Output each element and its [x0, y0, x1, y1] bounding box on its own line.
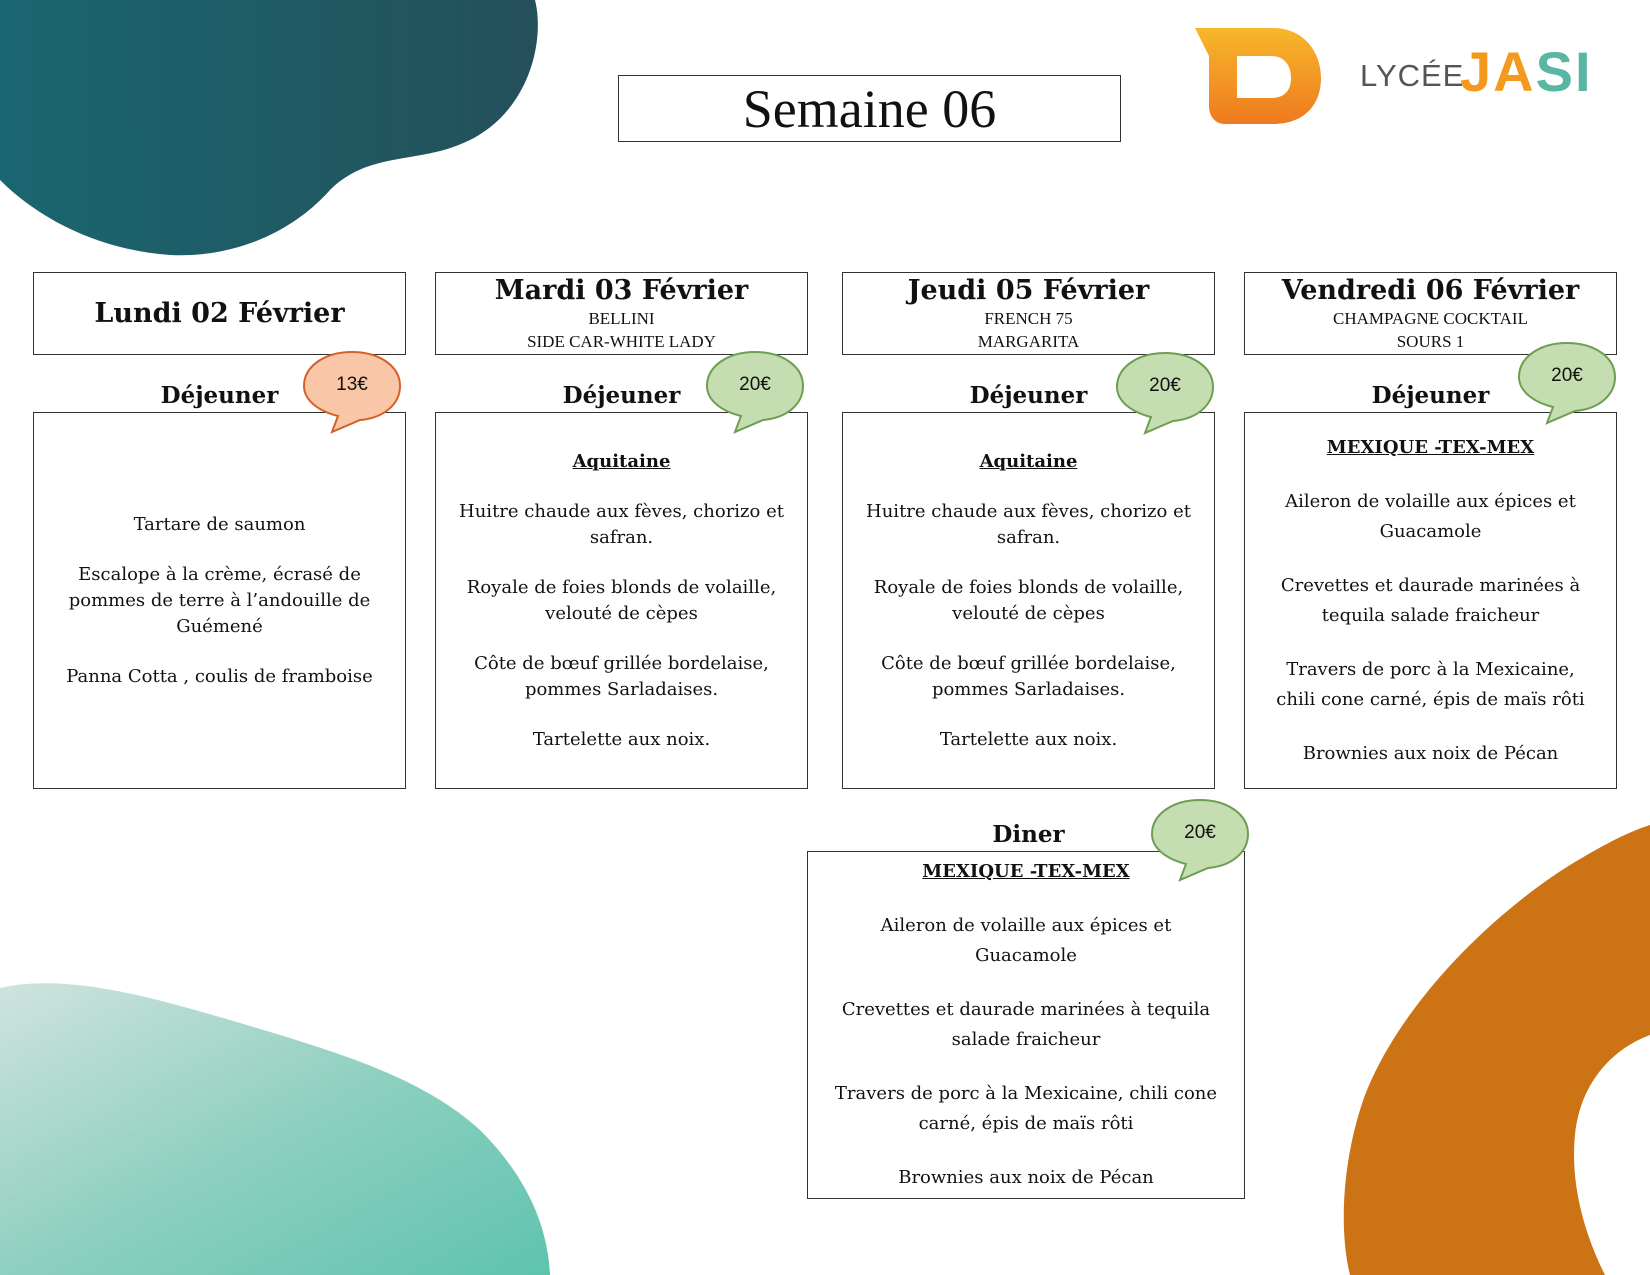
- logo-mark-icon: [1195, 26, 1325, 126]
- cocktail-1: CHAMPAGNE COCKTAIL: [1333, 308, 1528, 328]
- menu-item: Huitre chaude aux fèves, chorizo et safran.: [866, 500, 1191, 548]
- menu-item: Côte de bœuf grillée bordelaise, pommes Sarladaises.: [474, 652, 769, 700]
- teal-blob-bottom-left: [0, 980, 560, 1275]
- price-label: 20€: [739, 374, 771, 395]
- menu-item: Tartare de saumon: [133, 513, 306, 535]
- meal-label-dejeuner: Déjeuner: [1371, 382, 1490, 409]
- menu-item: Panna Cotta , coulis de framboise: [66, 665, 373, 687]
- day-header-lundi: [33, 272, 406, 355]
- price-bubble-vendredi: [1517, 341, 1627, 429]
- menu-item: Travers de porc à la Mexicaine, chili cone carné, épis de maïs rôti: [834, 1083, 1218, 1134]
- price-label: 20€: [1551, 365, 1583, 386]
- meal-label-diner: Diner: [992, 821, 1065, 848]
- menu-item: Brownies aux noix de Pécan: [898, 1167, 1154, 1188]
- logo-text-jasi-si: SI: [1535, 40, 1593, 103]
- menu-item: Travers de porc à la Mexicaine, chili cone carné, épis de maïs rôti: [1276, 658, 1585, 710]
- menu-item: Royale de foies blonds de volaille, velouté de cèpes: [873, 576, 1184, 624]
- logo-text-jasi: [1460, 39, 1593, 104]
- menu-item: Côte de bœuf grillée bordelaise, pommes Sarladaises.: [881, 652, 1176, 700]
- menu-item: Huitre chaude aux fèves, chorizo et safran.: [459, 500, 784, 548]
- menu-item: Crevettes et daurade marinées à tequila salade fraicheur: [1280, 574, 1581, 626]
- meal-label-dejeuner: Déjeuner: [969, 382, 1088, 409]
- menu-item: Tartelette aux noix.: [939, 728, 1118, 750]
- price-bubble-diner: [1150, 798, 1260, 886]
- menu-item: Aileron de volaille aux épices et Guacamole: [1285, 490, 1576, 542]
- day-name: Mardi 03 Février: [494, 274, 749, 306]
- menu-item: Escalope à la crème, écrasé de pommes de terre à l’andouille de Guémené: [68, 563, 371, 637]
- menu-item: Tartelette aux noix.: [532, 728, 711, 750]
- cocktail-2: MARGARITA: [977, 331, 1080, 351]
- menu-vendredi: [1244, 412, 1617, 789]
- price-label: 20€: [1184, 822, 1216, 843]
- day-name: Jeudi 05 Février: [907, 274, 1150, 306]
- meal-label-dejeuner: Déjeuner: [562, 382, 681, 409]
- day-name: Lundi 02 Février: [94, 297, 345, 329]
- teal-blob-top-left: [0, 0, 560, 270]
- menu-mardi: [435, 412, 808, 789]
- orange-blob-bottom-right: [1340, 825, 1650, 1275]
- meal-label-dejeuner: Déjeuner: [160, 382, 279, 409]
- day-header-mardi: [435, 272, 808, 355]
- cocktail-1: FRENCH 75: [984, 308, 1073, 328]
- menu-title: Aquitaine: [572, 450, 671, 472]
- logo-text-lycee: LYCÉE: [1360, 58, 1465, 93]
- menu-title: MEXIQUE -TEX-MEX: [1326, 436, 1535, 458]
- cocktail-1: BELLINI: [588, 308, 655, 328]
- price-bubble-mardi: [705, 350, 815, 438]
- cocktail-2: SIDE CAR-WHITE LADY: [527, 331, 716, 351]
- menu-item: Crevettes et daurade marinées à tequila salade fraicheur: [841, 999, 1211, 1050]
- menu-title: MEXIQUE -TEX-MEX: [922, 861, 1130, 882]
- price-bubble-jeudi: [1115, 351, 1225, 439]
- day-name: Vendredi 06 Février: [1281, 274, 1580, 306]
- page-title: Semaine 06: [618, 75, 1121, 142]
- menu-title: Aquitaine: [979, 450, 1078, 472]
- logo-text-jasi-ja: JA: [1460, 40, 1536, 103]
- lycee-jasi-logo: [1195, 26, 1625, 126]
- price-bubble-lundi: [302, 350, 412, 438]
- menu-item: Aileron de volaille aux épices et Guacamole: [880, 915, 1172, 966]
- day-header-jeudi: [842, 272, 1215, 355]
- menu-diner: [807, 851, 1245, 1199]
- price-label: 13€: [336, 374, 368, 395]
- menu-jeudi: [842, 412, 1215, 789]
- cocktail-2: SOURS 1: [1396, 331, 1465, 351]
- menu-item: Royale de foies blonds de volaille, velouté de cèpes: [466, 576, 777, 624]
- menu-item: Brownies aux noix de Pécan: [1302, 742, 1559, 764]
- menu-lundi: [33, 412, 406, 789]
- price-label: 20€: [1149, 375, 1181, 396]
